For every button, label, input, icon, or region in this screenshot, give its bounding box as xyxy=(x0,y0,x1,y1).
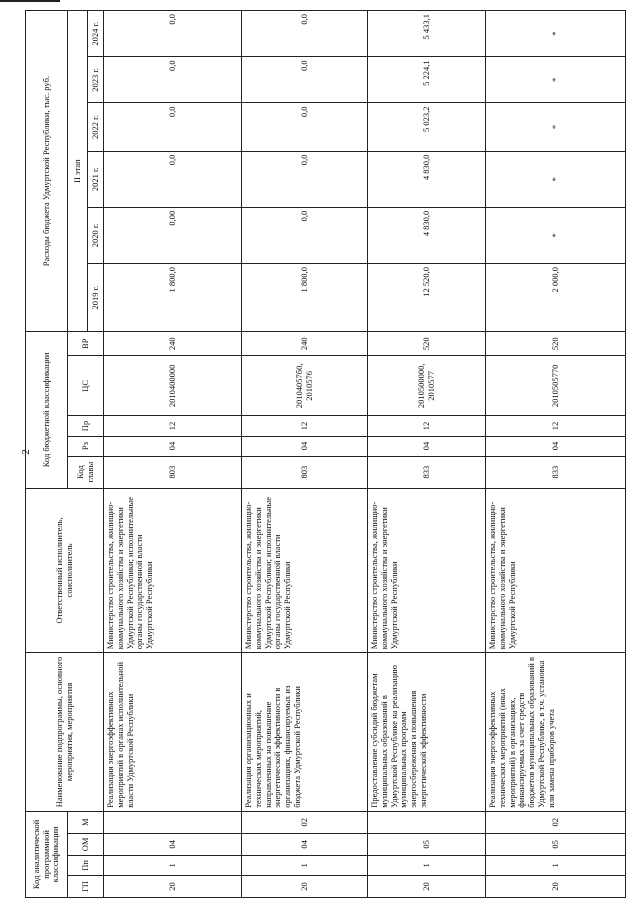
cell-value: 12 520,0 xyxy=(368,263,486,331)
cell-value: 0,00 xyxy=(104,207,242,263)
cell-value: * xyxy=(486,11,626,57)
cell-value: 0,0 xyxy=(242,11,368,57)
cell-gp: 20 xyxy=(104,875,242,897)
cell-gp: 20 xyxy=(242,875,368,897)
header-analytic-group: Код аналитической программной классификации xyxy=(26,811,68,897)
header-year: 2024 г. xyxy=(88,11,104,57)
rotated-page xyxy=(25,10,625,898)
cell-executor: Министерство строительства, жилищно-коммунального хозяйства и энергетики Удмуртской Республики; исполнительные органы государственной власти Удмуртской Республики xyxy=(104,488,242,653)
header-year: 2021 г. xyxy=(88,151,104,207)
cell-value: * xyxy=(486,151,626,207)
program-table xyxy=(25,10,626,898)
cell-rz: 04 xyxy=(104,436,242,456)
cell-m: 02 xyxy=(486,811,626,833)
header-year: 2022 г. xyxy=(88,103,104,151)
cell-value: 1 800,0 xyxy=(104,263,242,331)
cell-executor: Министерство строительства, жилищно-коммунального хозяйства и энергетики Удмуртской Республики xyxy=(368,488,486,653)
cell-rz: 04 xyxy=(486,436,626,456)
cell-name: Реализация энергоэффективных мероприятий в органах исполнительной власти Удмуртской Республики xyxy=(104,653,242,812)
cell-name: Реализация организационных и технических мероприятий, направленных на повышение энергетической эффективности в организациях, финансируемых из бюджета Удмуртской Республики xyxy=(242,653,368,812)
cell-value: 0,0 xyxy=(104,57,242,103)
cell-rz: 04 xyxy=(368,436,486,456)
header-pp: Пп xyxy=(68,855,104,875)
cell-executor: Министерство строительства, жилищно-коммунального хозяйства и энергетики Удмуртской Республики; исполнительные органы государственной власти Удмуртской Республики xyxy=(242,488,368,653)
cell-gp: 20 xyxy=(368,875,486,897)
cell-pr: 12 xyxy=(104,416,242,436)
table-row xyxy=(368,11,486,898)
cell-cs: 2010505770 xyxy=(486,356,626,416)
cell-value: * xyxy=(486,103,626,151)
cell-name: Реализация энергоэффективных технических мероприятий (иных мероприятий) в организациях, финансируемых за счет средств бюджетов муниципальных образований в Удмуртской Республике, в т.ч. установка или замена приборов учета xyxy=(486,653,626,812)
cell-value: 1 800,0 xyxy=(242,263,368,331)
table-row xyxy=(486,11,626,898)
cell-kod-glavy: 803 xyxy=(104,456,242,488)
cell-vr: 240 xyxy=(104,332,242,356)
header-rz: Рз xyxy=(68,436,104,456)
cell-rz: 04 xyxy=(242,436,368,456)
cell-value: 0,0 xyxy=(242,151,368,207)
header-stage: II этап xyxy=(68,11,88,332)
cell-kod-glavy: 803 xyxy=(242,456,368,488)
cell-om: 04 xyxy=(104,833,242,855)
cell-value: 4 830,0 xyxy=(368,207,486,263)
cell-om: 05 xyxy=(368,833,486,855)
cell-value: 5 433,1 xyxy=(368,11,486,57)
cell-value: 4 830,0 xyxy=(368,151,486,207)
header-year: 2023 г. xyxy=(88,57,104,103)
cell-vr: 240 xyxy=(242,332,368,356)
cell-value: 5 224,1 xyxy=(368,57,486,103)
cell-m xyxy=(368,811,486,833)
cell-om: 04 xyxy=(242,833,368,855)
header-cs: ЦС xyxy=(68,356,104,416)
cell-value: 0,0 xyxy=(104,151,242,207)
header-budget-group: Код бюджетной классификации xyxy=(26,332,68,488)
cell-kod-glavy: 833 xyxy=(368,456,486,488)
cell-value: 0,0 xyxy=(242,207,368,263)
header-year: 2019 г. xyxy=(88,263,104,331)
cell-cs: 2010500000, 2010577 xyxy=(368,356,486,416)
header-executor: Ответственный исполнитель, соисполнитель xyxy=(26,488,104,653)
table-row xyxy=(242,11,368,898)
cell-gp: 20 xyxy=(486,875,626,897)
cell-pr: 12 xyxy=(368,416,486,436)
header-om: ОМ xyxy=(68,833,104,855)
cell-pp: 1 xyxy=(368,855,486,875)
cell-pp: 1 xyxy=(104,855,242,875)
page-number: 2 xyxy=(20,449,32,455)
cell-value: 2 000,0 xyxy=(486,263,626,331)
cell-value: 0,0 xyxy=(104,103,242,151)
table-row xyxy=(104,11,242,898)
cell-value: 5 023,2 xyxy=(368,103,486,151)
cell-om: 05 xyxy=(486,833,626,855)
header-kod-glavy: Код главы xyxy=(68,456,104,488)
cell-value: * xyxy=(486,207,626,263)
cell-m: 02 xyxy=(242,811,368,833)
header-m: М xyxy=(68,811,104,833)
header-vr: ВР xyxy=(68,332,104,356)
cell-pr: 12 xyxy=(242,416,368,436)
cell-vr: 520 xyxy=(368,332,486,356)
header-gp: ГП xyxy=(68,875,104,897)
cell-m xyxy=(104,811,242,833)
cell-value: 0,0 xyxy=(242,103,368,151)
cell-vr: 520 xyxy=(486,332,626,356)
cell-pp: 1 xyxy=(242,855,368,875)
cell-value: 0,0 xyxy=(104,11,242,57)
cell-value: * xyxy=(486,57,626,103)
cell-kod-glavy: 833 xyxy=(486,456,626,488)
cell-value: 0,0 xyxy=(242,57,368,103)
header-expenses: Расходы бюджета Удмуртской Республики, тыс. руб. xyxy=(26,11,68,332)
header-pr: Пр xyxy=(68,416,104,436)
cell-cs: 20104057б0, 2010576 xyxy=(242,356,368,416)
cell-pr: 12 xyxy=(486,416,626,436)
cell-executor: Министерство строительства, жилищно-коммунального хозяйства и энергетики Удмуртской Республики xyxy=(486,488,626,653)
top-rule xyxy=(0,0,60,2)
cell-cs: 2010400000 xyxy=(104,356,242,416)
cell-pp: 1 xyxy=(486,855,626,875)
header-name: Наименование подпрограммы, основного мероприятия, мероприятия xyxy=(26,653,104,812)
cell-name: Предоставление субсидий бюджетам муниципальных образований в Удмуртской Республике на реализацию муниципальных программ энергосбережения и повышения энергетической эффективности xyxy=(368,653,486,812)
header-year: 2020 г. xyxy=(88,207,104,263)
